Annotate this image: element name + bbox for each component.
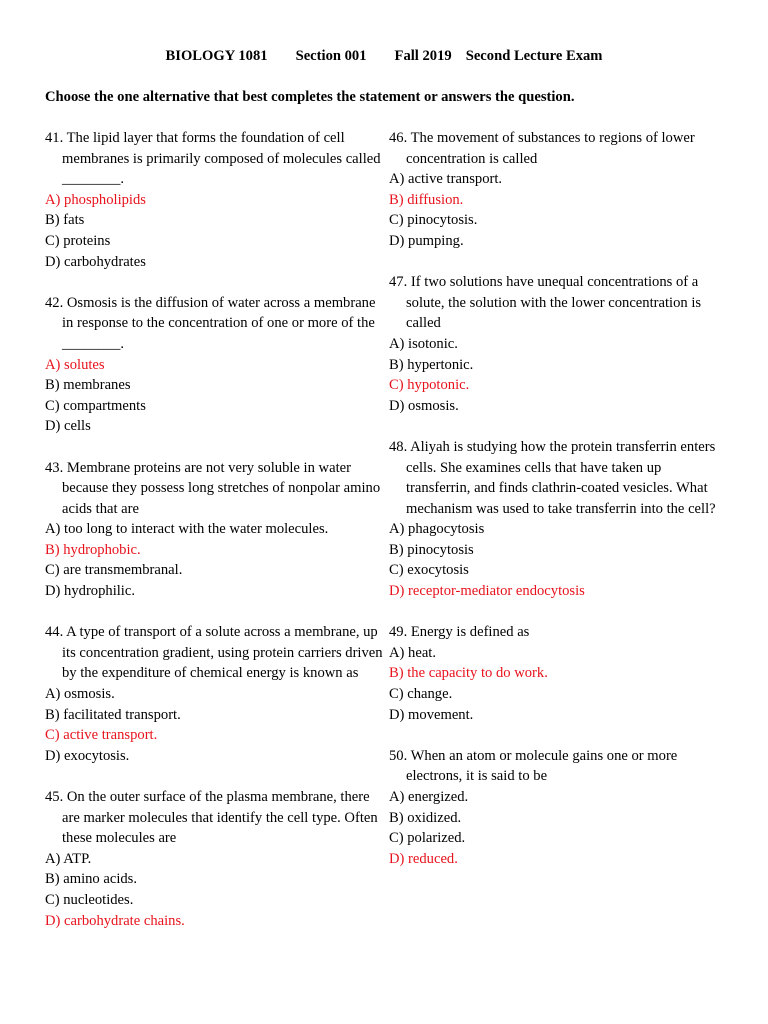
answer-option: C) exocytosis (389, 562, 469, 579)
course-title: BIOLOGY 1081 (165, 48, 268, 64)
answer-option-correct: C) hypotonic. (389, 377, 470, 394)
answer-option-correct: A) phospholipids (45, 191, 146, 208)
question-block (45, 458, 385, 602)
answer-option: A) energized. (389, 789, 469, 805)
question-stem: 42. Osmosis is the diffusion of water across a membrane in response to the concentration of one or more of the ________. (45, 294, 376, 352)
answer-option: C) are transmembranal. (45, 562, 183, 579)
answer-option: A) active transport. (389, 171, 503, 188)
question-stem: 46. The movement of substances to regions of lower concentration is called (389, 130, 695, 167)
instructions: Choose the one alternative that best completes the statement or answers the question. (45, 89, 575, 105)
answer-option: B) hypertonic. (389, 356, 474, 373)
left-column (45, 128, 385, 952)
answer-option-correct: C) active transport. (45, 727, 158, 744)
answer-option: D) exocytosis. (45, 747, 130, 764)
question-block (45, 293, 385, 437)
answer-option-correct: D) receptor-mediator endocytosis (389, 583, 585, 600)
answer-option: B) fats (45, 212, 85, 229)
question-stem: 50. When an atom or molecule gains one or more electrons, it is said to be (389, 747, 678, 785)
answer-option: C) compartments (45, 397, 146, 414)
answer-option: C) change. (389, 686, 453, 703)
answer-option-correct: D) carbohydrate chains. (45, 912, 185, 929)
question-stem: 45. On the outer surface of the plasma membrane, there are marker molecules that identify the cell type. Often these molecules are (45, 789, 378, 847)
question-block (389, 622, 729, 725)
question-block (45, 128, 385, 272)
answer-option: B) facilitated transport. (45, 706, 181, 723)
question-stem: 41. The lipid layer that forms the foundation of cell membranes is primarily composed of molecules called ________. (45, 130, 381, 188)
answer-option: C) proteins (45, 232, 111, 249)
answer-option: A) ATP. (45, 850, 92, 867)
answer-option: C) nucleotides. (45, 891, 134, 908)
question-stem: 43. Membrane proteins are not very soluble in water because they possess long stretches of nonpolar amino acids that are (45, 459, 381, 517)
exam-name: Second Lecture Exam (465, 48, 603, 64)
answer-option: A) too long to interact with the water molecules. (45, 521, 329, 538)
question-stem: 49. Energy is defined as (389, 624, 530, 641)
answer-option: B) oxidized. (389, 809, 462, 826)
question-block (389, 746, 729, 870)
answer-option: C) polarized. (389, 830, 466, 847)
answer-option: A) heat. (389, 644, 437, 661)
answer-option: D) carbohydrates (45, 253, 146, 270)
question-block (45, 622, 385, 766)
answer-option: B) membranes (45, 377, 131, 394)
answer-option-correct: A) solutes (45, 356, 105, 373)
answer-option: D) cells (45, 418, 91, 435)
answer-option-correct: D) reduced. (389, 850, 458, 867)
section-number: Section 001 (295, 48, 367, 64)
answer-option-correct: B) the capacity to do work. (389, 665, 548, 682)
term: Fall 2019 (394, 48, 452, 64)
question-block (389, 128, 729, 252)
answer-option: D) pumping. (389, 232, 464, 249)
answer-option: D) hydrophilic. (45, 583, 135, 600)
question-stem: 47. If two solutions have unequal concentrations of a solute, the solution with the lower concentration is called (389, 274, 702, 332)
question-block (45, 787, 385, 931)
answer-option: A) phagocytosis (389, 521, 485, 538)
answer-option: A) osmosis. (45, 686, 115, 703)
answer-option: B) pinocytosis (389, 541, 474, 558)
question-block (389, 437, 729, 602)
question-stem: 44. A type of transport of a solute across a membrane, up its concentration gradient, using protein carriers driven by the expenditure of chemical energy is known as (45, 624, 383, 682)
exam-header (0, 46, 768, 66)
answer-option: B) amino acids. (45, 871, 138, 888)
answer-option: A) isotonic. (389, 335, 458, 352)
answer-option: D) movement. (389, 706, 474, 723)
answer-option-correct: B) hydrophobic. (45, 541, 141, 558)
right-column (389, 128, 729, 890)
answer-option-correct: B) diffusion. (389, 191, 464, 208)
answer-option: D) osmosis. (389, 397, 459, 414)
answer-option: C) pinocytosis. (389, 212, 478, 229)
question-block (389, 272, 729, 416)
question-stem: 48. Aliyah is studying how the protein transferrin enters cells. She examines cells that have taken up transferrin, and finds clathrin-coated vesicles. What mechanism was used to take transferrin into the cell? (389, 438, 716, 517)
